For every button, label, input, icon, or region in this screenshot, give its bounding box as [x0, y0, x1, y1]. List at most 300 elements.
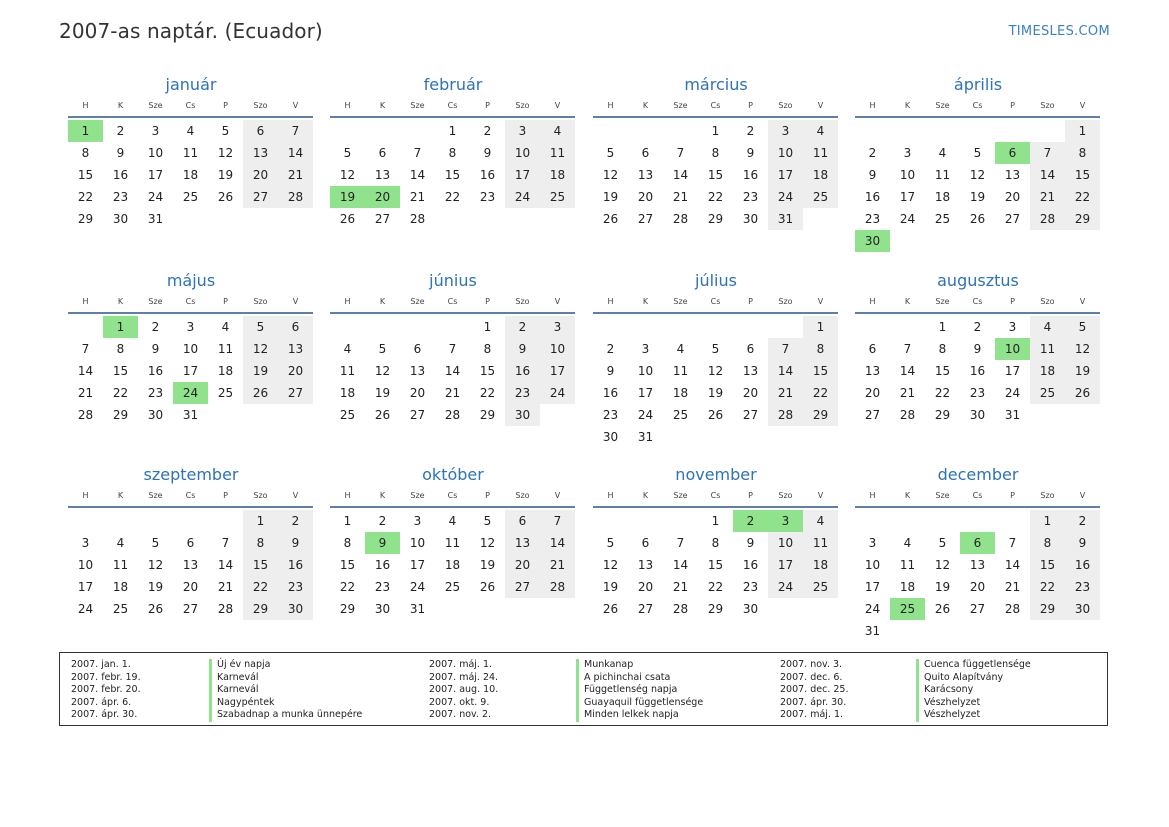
day-cell: 23 — [742, 190, 759, 204]
legend-date: 2007. nov. 3. — [780, 659, 843, 670]
empty-cell — [890, 510, 925, 532]
day-cell: 28 — [217, 602, 234, 616]
weekday-label: Sze — [410, 101, 425, 110]
header-rule — [855, 506, 1100, 508]
weekday-label: Szo — [778, 297, 793, 306]
day-cell: 12 — [602, 168, 619, 182]
weekday-label: Sze — [148, 101, 163, 110]
weekday-label: P — [1010, 101, 1015, 110]
day-cell: 2 — [378, 514, 387, 528]
day-cell: 11 — [672, 364, 689, 378]
day-cell: 11 — [934, 168, 951, 182]
weekend-day-cell: 26 — [243, 382, 278, 404]
day-cell: 28 — [1004, 602, 1021, 616]
day-cell: 16 — [969, 364, 986, 378]
month-name: december — [937, 465, 1019, 484]
weekday-label: K — [642, 101, 649, 110]
weekday-label: K — [642, 297, 649, 306]
weekday-label: Cs — [972, 101, 983, 110]
month-4 — [855, 74, 1101, 252]
day-cell: 13 — [637, 558, 654, 572]
weekend-day-cell: 2 — [278, 510, 313, 532]
day-cell: 22 — [339, 580, 356, 594]
weekend-day-cell: 18 — [803, 554, 838, 576]
day-cell: 8 — [81, 146, 90, 160]
day-cell: 20 — [1004, 190, 1021, 204]
weekday-label: P — [223, 101, 228, 110]
weekday-label: Szo — [253, 101, 268, 110]
weekday-header — [68, 99, 314, 113]
day-cell: 9 — [606, 364, 615, 378]
weekend-day-cell: 21 — [540, 554, 575, 576]
empty-cell — [103, 510, 138, 532]
weekday-label: Sze — [935, 297, 950, 306]
day-cell: 16 — [602, 386, 619, 400]
empty-cell — [330, 316, 365, 338]
weekend-day-cell: 27 — [505, 576, 540, 598]
day-cell: 15 — [339, 558, 356, 572]
holiday-day-cell: 1 — [68, 120, 103, 142]
legend-holiday-name: Cuenca függetlensége — [924, 659, 1031, 670]
empty-cell — [663, 120, 698, 142]
day-cell: 12 — [479, 536, 496, 550]
day-cell: 4 — [676, 342, 685, 356]
day-cell: 13 — [637, 168, 654, 182]
weekend-day-cell: 15 — [803, 360, 838, 382]
weekend-day-cell: 28 — [278, 186, 313, 208]
day-cell: 9 — [116, 146, 125, 160]
weekend-day-cell: 8 — [243, 532, 278, 554]
weekend-day-cell: 26 — [1065, 382, 1100, 404]
header-rule — [68, 312, 313, 314]
weekday-header — [68, 489, 314, 503]
empty-cell — [890, 120, 925, 142]
weekend-day-cell: 31 — [768, 208, 803, 230]
weekday-label: H — [607, 101, 614, 110]
day-cell: 22 — [707, 580, 724, 594]
day-cell: 1 — [711, 514, 720, 528]
day-cell: 5 — [221, 124, 230, 138]
weekday-label: Cs — [185, 101, 196, 110]
legend-date: 2007. nov. 2. — [429, 709, 492, 721]
month-name: május — [166, 271, 216, 290]
day-cell: 10 — [182, 342, 199, 356]
weekday-label: P — [485, 297, 490, 306]
weekend-day-cell: 16 — [505, 360, 540, 382]
weekday-label: P — [485, 491, 490, 500]
day-cell: 2 — [151, 320, 160, 334]
weekday-header — [855, 295, 1101, 309]
holiday-day-cell: 6 — [995, 142, 1030, 164]
month-name: április — [953, 75, 1003, 94]
day-cell: 4 — [448, 514, 457, 528]
weekday-label: H — [869, 101, 876, 110]
weekend-day-cell: 15 — [1065, 164, 1100, 186]
day-cell: 19 — [479, 558, 496, 572]
day-cell: 26 — [934, 602, 951, 616]
day-cell: 23 — [969, 386, 986, 400]
legend-date: 2007. dec. 6. — [780, 671, 843, 683]
day-cell: 31 — [864, 624, 881, 638]
day-cell: 4 — [343, 342, 352, 356]
weekday-label: V — [1079, 297, 1086, 306]
day-cell: 31 — [637, 430, 654, 444]
day-cell: 23 — [479, 190, 496, 204]
day-cell: 10 — [637, 364, 654, 378]
legend-date: 2007. máj. 1. — [780, 709, 844, 721]
day-cell: 2 — [868, 146, 877, 160]
header-rule — [855, 312, 1100, 314]
weekday-label: Cs — [972, 491, 983, 500]
legend-holiday-name: Vészhelyzet — [924, 709, 981, 721]
day-cell: 16 — [374, 558, 391, 572]
weekday-label: K — [379, 491, 386, 500]
month-5 — [68, 270, 314, 426]
day-cell: 7 — [413, 146, 422, 160]
weekday-label: P — [1010, 491, 1015, 500]
month-12 — [855, 464, 1101, 642]
empty-cell — [855, 510, 890, 532]
day-cell: 14 — [899, 364, 916, 378]
day-cell: 27 — [409, 408, 426, 422]
empty-cell — [435, 316, 470, 338]
holiday-day-cell: 9 — [365, 532, 400, 554]
day-cell: 3 — [903, 146, 912, 160]
day-cell: 27 — [637, 212, 654, 226]
weekend-day-cell: 1 — [1065, 120, 1100, 142]
day-cell: 7 — [903, 342, 912, 356]
day-cell: 26 — [707, 408, 724, 422]
header-rule — [593, 312, 838, 314]
weekday-label: Szo — [778, 101, 793, 110]
day-cell: 4 — [903, 536, 912, 550]
legend-date: 2007. máj. 1. — [429, 659, 493, 670]
weekday-label: P — [748, 491, 753, 500]
day-cell: 20 — [969, 580, 986, 594]
day-cell: 18 — [444, 558, 461, 572]
day-cell: 21 — [1004, 580, 1021, 594]
empty-cell — [733, 316, 768, 338]
weekday-label: H — [869, 297, 876, 306]
day-cell: 29 — [707, 212, 724, 226]
weekday-header — [330, 489, 576, 503]
weekday-label: V — [292, 297, 299, 306]
weekend-day-cell: 10 — [540, 338, 575, 360]
day-cell: 19 — [374, 386, 391, 400]
month-name: január — [165, 75, 217, 94]
weekend-day-cell: 11 — [1030, 338, 1065, 360]
empty-cell — [698, 316, 733, 338]
weekday-label: V — [292, 491, 299, 500]
day-cell: 21 — [217, 580, 234, 594]
day-cell: 22 — [707, 190, 724, 204]
weekday-label: Cs — [185, 491, 196, 500]
weekend-day-cell: 21 — [768, 382, 803, 404]
day-cell: 12 — [339, 168, 356, 182]
day-grid — [68, 510, 313, 620]
day-cell: 18 — [217, 364, 234, 378]
day-cell: 9 — [973, 342, 982, 356]
day-cell: 28 — [899, 408, 916, 422]
day-cell: 27 — [182, 602, 199, 616]
day-cell: 13 — [374, 168, 391, 182]
weekend-day-cell: 9 — [505, 338, 540, 360]
weekday-label: K — [117, 297, 124, 306]
day-cell: 9 — [868, 168, 877, 182]
day-cell: 26 — [147, 602, 164, 616]
weekend-day-cell: 14 — [540, 532, 575, 554]
day-cell: 17 — [864, 580, 881, 594]
day-cell: 19 — [147, 580, 164, 594]
empty-cell — [208, 510, 243, 532]
weekend-day-cell: 11 — [803, 532, 838, 554]
empty-cell — [593, 510, 628, 532]
day-cell: 22 — [444, 190, 461, 204]
weekend-day-cell: 22 — [243, 576, 278, 598]
weekend-day-cell: 15 — [1030, 554, 1065, 576]
legend-date: 2007. febr. 19. — [71, 671, 141, 683]
legend-date: 2007. okt. 9. — [429, 696, 490, 708]
day-cell: 8 — [483, 342, 492, 356]
weekend-day-cell: 11 — [803, 142, 838, 164]
day-cell: 30 — [742, 602, 759, 616]
empty-cell — [68, 510, 103, 532]
day-cell: 26 — [602, 212, 619, 226]
weekday-label: Szo — [253, 297, 268, 306]
legend-holiday-marker — [576, 659, 579, 722]
day-cell: 26 — [969, 212, 986, 226]
day-cell: 14 — [1004, 558, 1021, 572]
month-name: július — [695, 271, 737, 290]
weekend-day-cell: 12 — [243, 338, 278, 360]
empty-cell — [925, 510, 960, 532]
weekday-label: K — [642, 491, 649, 500]
day-cell: 13 — [742, 364, 759, 378]
day-cell: 10 — [864, 558, 881, 572]
day-grid — [68, 120, 313, 230]
day-cell: 20 — [409, 386, 426, 400]
day-cell: 6 — [186, 536, 195, 550]
day-cell: 15 — [77, 168, 94, 182]
day-cell: 21 — [77, 386, 94, 400]
weekday-label: P — [748, 101, 753, 110]
legend-holiday-name: Quito Alapítvány — [924, 671, 1004, 683]
legend-holiday-name: Guayaquil függetlensége — [584, 696, 704, 708]
weekday-label: V — [554, 101, 561, 110]
weekend-day-cell: 3 — [768, 120, 803, 142]
day-cell: 31 — [147, 212, 164, 226]
legend-date: 2007. dec. 25. — [780, 684, 849, 696]
weekend-day-cell: 13 — [243, 142, 278, 164]
day-cell: 19 — [707, 386, 724, 400]
day-cell: 7 — [676, 146, 685, 160]
day-cell: 8 — [448, 146, 457, 160]
day-cell: 28 — [77, 408, 94, 422]
weekend-day-cell: 27 — [278, 382, 313, 404]
weekend-day-cell: 16 — [278, 554, 313, 576]
weekend-day-cell: 10 — [505, 142, 540, 164]
day-cell: 3 — [641, 342, 650, 356]
header-rule — [855, 116, 1100, 118]
day-cell: 30 — [969, 408, 986, 422]
month-name: szeptember — [143, 465, 239, 484]
day-cell: 17 — [147, 168, 164, 182]
empty-cell — [1030, 120, 1065, 142]
empty-cell — [593, 120, 628, 142]
day-cell: 19 — [217, 168, 234, 182]
empty-cell — [173, 510, 208, 532]
day-cell: 5 — [151, 536, 160, 550]
weekday-label: Sze — [673, 101, 688, 110]
weekend-day-cell: 4 — [540, 120, 575, 142]
weekday-label: Cs — [447, 491, 458, 500]
day-cell: 15 — [934, 364, 951, 378]
weekday-label: Sze — [935, 101, 950, 110]
empty-cell — [628, 510, 663, 532]
day-cell: 27 — [742, 408, 759, 422]
weekday-label: Sze — [410, 297, 425, 306]
day-cell: 26 — [602, 602, 619, 616]
day-cell: 6 — [641, 536, 650, 550]
day-cell: 25 — [672, 408, 689, 422]
day-grid — [855, 120, 1100, 252]
day-cell: 26 — [339, 212, 356, 226]
weekend-day-cell: 13 — [278, 338, 313, 360]
weekday-label: V — [554, 297, 561, 306]
weekend-day-cell: 22 — [1030, 576, 1065, 598]
day-cell: 12 — [147, 558, 164, 572]
holiday-legend — [59, 652, 1108, 726]
day-cell: 13 — [864, 364, 881, 378]
legend-holiday-name: Minden lelkek napja — [584, 709, 679, 721]
weekend-day-cell: 24 — [540, 382, 575, 404]
empty-cell — [68, 316, 103, 338]
weekday-label: V — [554, 491, 561, 500]
day-cell: 8 — [711, 146, 720, 160]
weekend-day-cell: 29 — [1030, 598, 1065, 620]
day-cell: 13 — [182, 558, 199, 572]
weekend-day-cell: 25 — [1030, 382, 1065, 404]
day-cell: 5 — [606, 536, 615, 550]
day-cell: 28 — [409, 212, 426, 226]
day-cell: 21 — [899, 386, 916, 400]
brand-link[interactable]: TIMESLES.COM — [1008, 24, 1110, 39]
day-cell: 4 — [938, 146, 947, 160]
day-cell: 23 — [112, 190, 129, 204]
holiday-day-cell: 25 — [890, 598, 925, 620]
weekday-label: K — [379, 297, 386, 306]
weekend-day-cell: 24 — [505, 186, 540, 208]
day-cell: 31 — [409, 602, 426, 616]
weekday-header — [330, 99, 576, 113]
weekend-day-cell: 18 — [540, 164, 575, 186]
weekend-day-cell: 19 — [1065, 360, 1100, 382]
month-7 — [593, 270, 839, 448]
weekend-day-cell: 20 — [243, 164, 278, 186]
weekend-day-cell: 6 — [505, 510, 540, 532]
day-cell: 30 — [112, 212, 129, 226]
weekday-label: V — [292, 101, 299, 110]
day-cell: 21 — [672, 190, 689, 204]
weekend-day-cell: 13 — [505, 532, 540, 554]
month-1 — [68, 74, 314, 230]
day-cell: 2 — [116, 124, 125, 138]
weekday-label: Cs — [447, 297, 458, 306]
empty-cell — [400, 316, 435, 338]
day-grid — [593, 120, 838, 230]
weekday-label: Szo — [515, 297, 530, 306]
day-cell: 22 — [112, 386, 129, 400]
day-cell: 11 — [217, 342, 234, 356]
weekday-label: Sze — [148, 491, 163, 500]
day-grid — [855, 510, 1100, 642]
weekend-day-cell: 28 — [540, 576, 575, 598]
day-cell: 29 — [77, 212, 94, 226]
empty-cell — [995, 120, 1030, 142]
weekend-day-cell: 14 — [278, 142, 313, 164]
day-cell: 25 — [444, 580, 461, 594]
day-cell: 3 — [413, 514, 422, 528]
day-cell: 14 — [672, 168, 689, 182]
weekday-label: Cs — [447, 101, 458, 110]
legend-holiday-name: Vészhelyzet — [924, 696, 981, 708]
day-cell: 25 — [934, 212, 951, 226]
weekend-day-cell: 22 — [1065, 186, 1100, 208]
day-cell: 17 — [77, 580, 94, 594]
day-cell: 13 — [969, 558, 986, 572]
header-rule — [330, 506, 575, 508]
day-cell: 8 — [116, 342, 125, 356]
legend-name-column — [924, 659, 1031, 722]
day-cell: 15 — [707, 558, 724, 572]
holiday-day-cell: 30 — [855, 230, 890, 252]
day-cell: 6 — [746, 342, 755, 356]
weekend-day-cell: 24 — [768, 576, 803, 598]
day-cell: 19 — [602, 580, 619, 594]
weekday-label: H — [344, 297, 351, 306]
month-name: március — [684, 75, 748, 94]
day-cell: 2 — [746, 124, 755, 138]
day-cell: 16 — [742, 168, 759, 182]
weekday-header — [855, 489, 1101, 503]
weekday-label: K — [904, 297, 911, 306]
day-cell: 27 — [1004, 212, 1021, 226]
day-cell: 30 — [742, 212, 759, 226]
day-cell: 7 — [221, 536, 230, 550]
weekend-day-cell: 17 — [505, 164, 540, 186]
weekend-day-cell: 30 — [505, 404, 540, 426]
legend-date-column — [429, 659, 498, 722]
day-cell: 5 — [606, 146, 615, 160]
weekday-label: Cs — [710, 297, 721, 306]
weekend-day-cell: 4 — [1030, 316, 1065, 338]
header-rule — [330, 312, 575, 314]
day-cell: 4 — [221, 320, 230, 334]
day-cell: 3 — [868, 536, 877, 550]
day-cell: 10 — [899, 168, 916, 182]
legend-holiday-name: Új év napja — [217, 659, 271, 670]
weekday-label: Szo — [1040, 101, 1055, 110]
weekend-day-cell: 10 — [768, 142, 803, 164]
day-cell: 12 — [602, 558, 619, 572]
weekday-label: V — [1079, 491, 1086, 500]
legend-holiday-marker — [916, 659, 919, 722]
legend-holiday-name: A pichinchai csata — [584, 671, 671, 683]
legend-holiday-name: Függetlenség napja — [584, 684, 678, 696]
day-cell: 29 — [339, 602, 356, 616]
day-cell: 23 — [147, 386, 164, 400]
month-3 — [593, 74, 839, 230]
